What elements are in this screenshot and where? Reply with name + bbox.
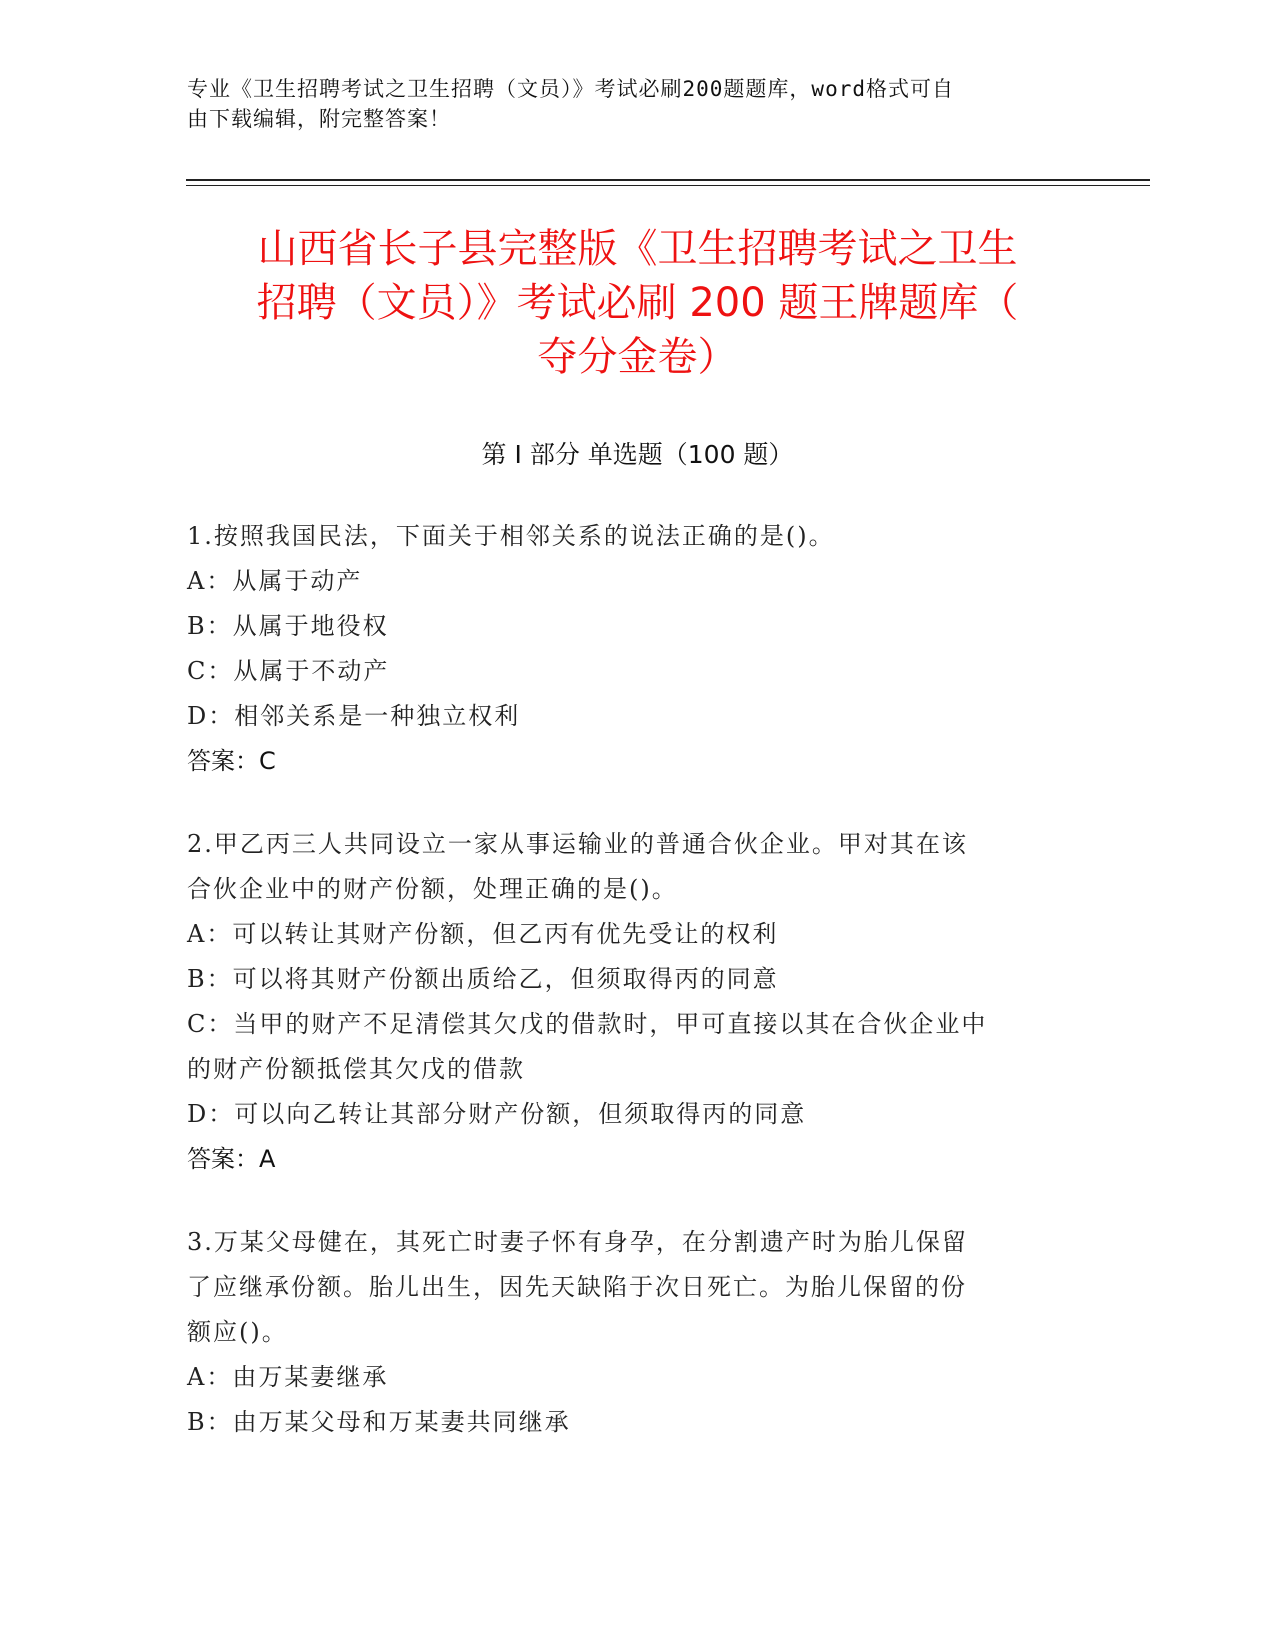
- answer: 答案：A: [187, 1145, 276, 1173]
- option-b: B：从属于地役权: [187, 612, 389, 640]
- title-line: 山西省长子县完整版《卫生招聘考试之卫生: [257, 226, 1018, 272]
- question-stem: 合伙企业中的财产份额，处理正确的是()。: [187, 875, 678, 903]
- question-stem: 3.万某父母健在，其死亡时妻子怀有身孕，在分割遗产时为胎儿保留: [187, 1228, 968, 1256]
- option-c: 的财产份额抵偿其欠戊的借款: [187, 1055, 525, 1083]
- option-c: C：从属于不动产: [187, 657, 390, 685]
- header-note-line: 专业《卫生招聘考试之卫生招聘（文员）》考试必刷200题题库，word格式可自: [187, 77, 954, 101]
- header-rule-thick: [186, 179, 1150, 181]
- title-line: 夺分金卷）: [537, 334, 738, 380]
- question-2: [187, 822, 1087, 1182]
- section-title: 第 I 部分 单选题（100 题）: [481, 440, 794, 469]
- question-stem: 1.按照我国民法，下面关于相邻关系的说法正确的是()。: [187, 522, 835, 550]
- title-line: 招聘（文员）》考试必刷 200 题王牌题库（: [256, 280, 1019, 326]
- header-rule-thin: [186, 185, 1150, 186]
- answer: 答案：C: [187, 747, 276, 775]
- option-d: D：相邻关系是一种独立权利: [187, 702, 521, 730]
- option-b: B：可以将其财产份额出质给乙，但须取得丙的同意: [187, 965, 779, 993]
- option-d: D：可以向乙转让其部分财产份额，但须取得丙的同意: [187, 1100, 807, 1128]
- header-note-line: 由下载编辑，附完整答案！: [187, 107, 451, 131]
- header-note: [187, 74, 1087, 134]
- question-stem: 了应继承份额。胎儿出生，因先天缺陷于次日死亡。为胎儿保留的份: [187, 1273, 967, 1301]
- document-title: [150, 222, 1125, 384]
- option-a: A：从属于动产: [187, 567, 363, 595]
- option-a: A：由万某妻继承: [187, 1363, 389, 1391]
- question-1: [187, 514, 1087, 784]
- option-c: C：当甲的财产不足清偿其欠戊的借款时，甲可直接以其在合伙企业中: [187, 1010, 988, 1038]
- option-b: B：由万某父母和万某妻共同继承: [187, 1408, 571, 1436]
- question-stem: 额应()。: [187, 1318, 288, 1346]
- question-stem: 2.甲乙丙三人共同设立一家从事运输业的普通合伙企业。甲对其在该: [187, 830, 968, 858]
- option-a: A：可以转让其财产份额，但乙丙有优先受让的权利: [187, 920, 779, 948]
- question-3: [187, 1220, 1087, 1445]
